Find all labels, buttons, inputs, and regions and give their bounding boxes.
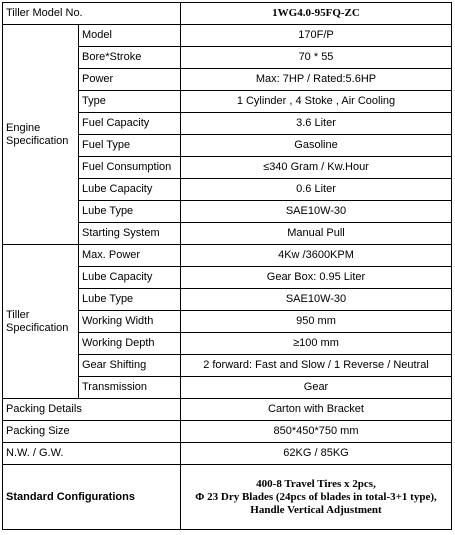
- spec-label: Lube Capacity: [79, 267, 181, 289]
- table-row: [3, 25, 452, 47]
- category-engine-specification: [3, 25, 79, 245]
- table-row: [3, 245, 452, 267]
- spec-value: Gear Box: 0.95 Liter: [181, 267, 452, 289]
- spec-value: ≤340 Gram / Kw.Hour: [181, 157, 452, 179]
- table-row: [3, 443, 452, 465]
- spec-label: Starting System: [79, 223, 181, 245]
- spec-value: 0.6 Liter: [181, 179, 452, 201]
- spec-value: 950 mm: [181, 311, 452, 333]
- packing-details-label: Packing Details: [3, 399, 181, 421]
- spec-label: Lube Type: [79, 289, 181, 311]
- category-engine-line2: Specification: [6, 134, 69, 147]
- spec-value: 2 forward: Fast and Slow / 1 Reverse / Neutral: [181, 355, 452, 377]
- spec-label: Working Depth: [79, 333, 181, 355]
- spec-value: Gear: [181, 377, 452, 399]
- packing-size-label: Packing Size: [3, 421, 181, 443]
- spec-value: Manual Pull: [181, 223, 452, 245]
- standard-config-line2: Φ 23 Dry Blades (24pcs of blades in total-3+1 type),: [195, 490, 437, 503]
- spec-value: 170F/P: [181, 25, 452, 47]
- spec-label: Fuel Capacity: [79, 113, 181, 135]
- spec-label: Fuel Type: [79, 135, 181, 157]
- packing-size-value: 850*450*750 mm: [181, 421, 452, 443]
- standard-config-line1: 400-8 Travel Tires x 2pcs,: [256, 477, 376, 490]
- spec-value: SAE10W-30: [181, 289, 452, 311]
- category-engine-line1: Engine: [6, 121, 41, 134]
- table-row: [3, 421, 452, 443]
- model-no-label: Tiller Model No.: [3, 3, 181, 25]
- packing-details-value: Carton with Bracket: [181, 399, 452, 421]
- spec-label: Model: [79, 25, 181, 47]
- spec-label: Gear Shifting: [79, 355, 181, 377]
- spec-value: 1 Cylinder , 4 Stoke , Air Cooling: [181, 91, 452, 113]
- spec-value: 3.6 Liter: [181, 113, 452, 135]
- spec-value: SAE10W-30: [181, 201, 452, 223]
- spec-label: Lube Capacity: [79, 179, 181, 201]
- spec-value: 70 * 55: [181, 47, 452, 69]
- spec-value: Max: 7HP / Rated:5.6HP: [181, 69, 452, 91]
- category-tiller-specification: [3, 245, 79, 399]
- spec-sheet: [2, 2, 452, 530]
- spec-label: Transmission: [79, 377, 181, 399]
- spec-label: Bore*Stroke: [79, 47, 181, 69]
- spec-label: Max. Power: [79, 245, 181, 267]
- spec-label: Working Width: [79, 311, 181, 333]
- table-row: [3, 399, 452, 421]
- spec-value: Gasoline: [181, 135, 452, 157]
- category-tiller-line2: Specification: [6, 321, 69, 334]
- category-tiller-line1: Tiller: [6, 308, 30, 321]
- spec-value: ≥100 mm: [181, 333, 452, 355]
- weight-value: 62KG / 85KG: [181, 443, 452, 465]
- spec-label: Type: [79, 91, 181, 113]
- weight-label: N.W. / G.W.: [3, 443, 181, 465]
- spec-label: Power: [79, 69, 181, 91]
- spec-label: Fuel Consumption: [79, 157, 181, 179]
- table-row-model-no: [3, 3, 452, 25]
- table-row-standard-configurations: [3, 465, 452, 530]
- standard-configurations-label: Standard Configurations: [3, 465, 181, 530]
- standard-configurations-value: [181, 465, 452, 530]
- model-no-value: 1WG4.0-95FQ-ZC: [181, 3, 452, 25]
- spec-label: Lube Type: [79, 201, 181, 223]
- spec-table: [2, 2, 452, 530]
- spec-value: 4Kw /3600KPM: [181, 245, 452, 267]
- standard-config-line3: Handle Vertical Adjustment: [250, 503, 382, 516]
